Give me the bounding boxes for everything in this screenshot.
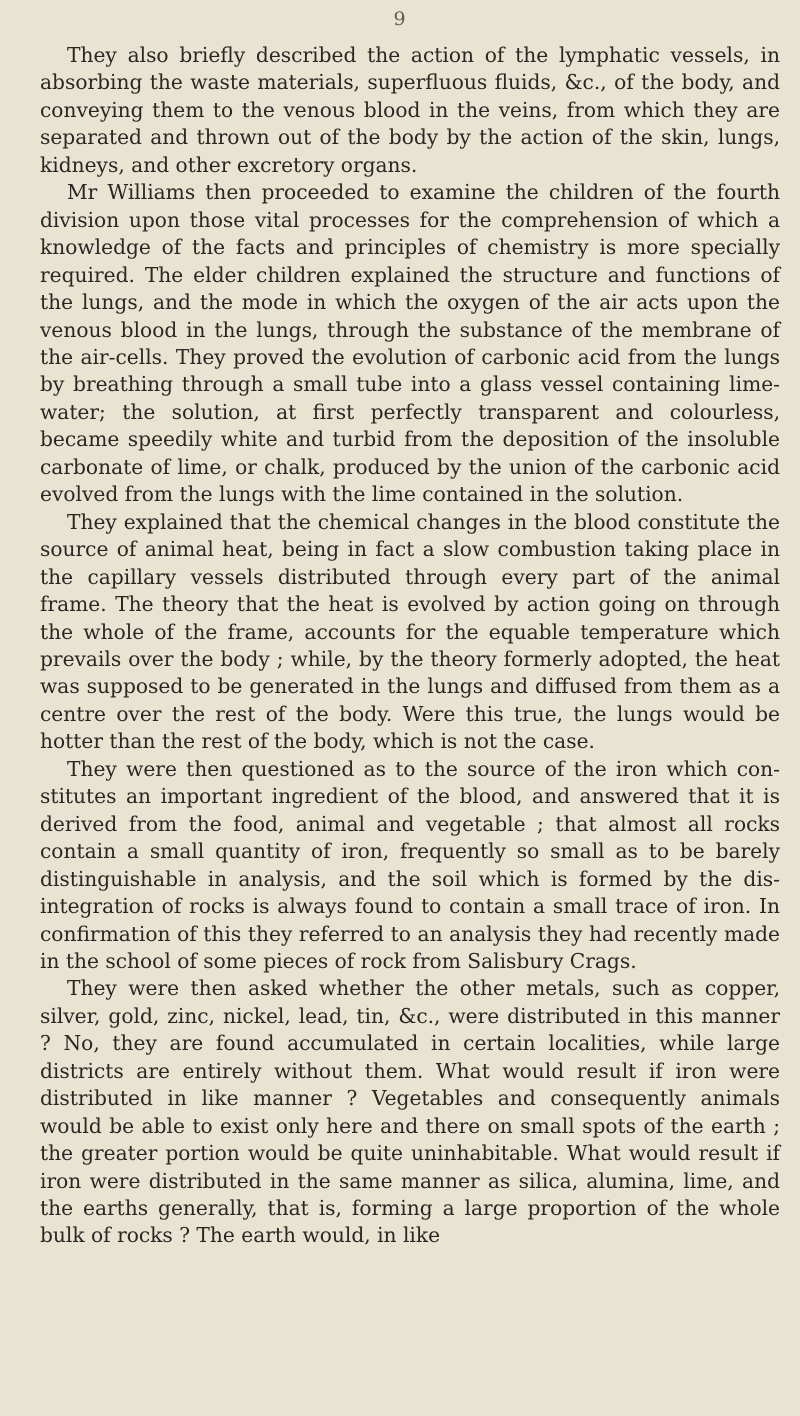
paragraph-distribution-of-metals: They were then asked whether the other metals, such as copper, silver, gold, zinc, nickel, lead, tin, &c., were distributed in this manner ? No, they are found accumulated in certain localities, while large districts are entirely without them. What would result if iron were distributed in like manner ? Vegetables and consequently animals would be able to exist only here and there on small spots of the earth ; the greater portion would be quite uninhabitable. What would result if iron were distributed in the same manner as silica, alumina, lime, and the earths generally, that is, forming a large proportion of the whole bulk of rocks ? The earth would, in like [40, 976, 780, 1248]
paragraph-lymphatic-vessels: They also briefly described the action of the lymphatic vessels, in absorbing the waste materials, superfluous fluids, &c., of the body, and conveying them to the venous blood in the veins, from which they are separated and thrown out of the body by the action of the skin, lungs, kidneys, and other excretory organs. [40, 43, 780, 177]
page-number: 9 [393, 8, 407, 30]
paragraph-source-of-iron: They were then questioned as to the source of the iron which constitutes an important ingredient of the blood, and answered that it is derived from the food, animal and vegetable ; that almost all rocks contain a small quantity of iron, frequently so small as to be barely distinguishable in analysis, and the soil which is formed by the disintegration of rocks is always found to contain a small trace of iron. In confirmation of this they referred to an analysis they had recently made in the school of some pieces of rock from Salisbury Crags. [40, 756, 780, 973]
page-body [40, 42, 780, 1250]
paragraph-animal-heat: They explained that the chemical changes in the blood constitute the source of animal heat, being in fact a slow combustion taking place in the capillary vessels distributed through every part of the animal frame. The theory that the heat is evolved by action going on through the whole of the frame, accounts for the equable temperature which prevails over the body ; while, by the theory formerly adopted, the heat was supposed to be generated in the lungs and diffused from them as a centre over the rest of the body. Were this true, the lungs would be hotter than the rest of the body, which is not the case. [40, 509, 780, 754]
paragraph-chemistry-examination: Mr Williams then proceeded to examine the children of the fourth division upon those vital processes for the comprehension of which a knowledge of the facts and principles of chemistry is more specially required. The elder children explained the structure and functions of the lungs, and the mode in which the oxygen of the air acts upon the venous blood in the lungs, through the substance of the membrane of the air-cells. They proved the evolution of carbonic acid from the lungs by breathing through a small tube into a glass vessel containing lime-water; the solution, at first perfectly transparent and colourless, became speedily white and turbid from the deposition of the insoluble carbonate of lime, or chalk, produced by the union of the carbonic acid evolved from the lungs with the lime contained in the solution. [40, 180, 780, 507]
